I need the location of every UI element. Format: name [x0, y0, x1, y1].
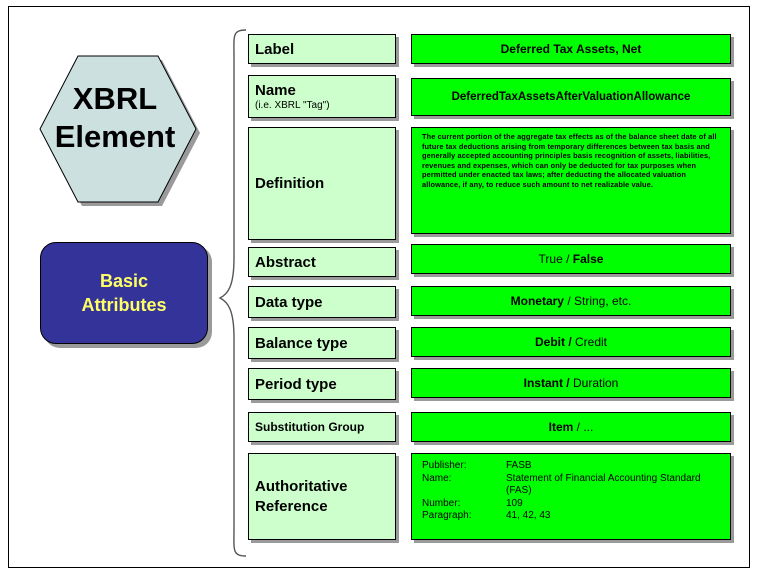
- row-label-text: Label: [255, 40, 295, 58]
- row-name-sublabel: (i.e. XBRL "Tag"): [255, 100, 330, 111]
- row-abstract-value-a: True /: [538, 252, 573, 266]
- row-abstract-value: [411, 244, 731, 274]
- basic-attributes-line2: Attributes: [81, 295, 167, 315]
- row-label-value-text: Deferred Tax Assets, Net: [500, 42, 642, 56]
- row-balance-type-text: Balance type: [255, 334, 348, 352]
- row-authoritative-reference-value: [411, 453, 731, 540]
- row-name-value-text: DeferredTaxAssetsAfterValuationAllowance: [451, 91, 691, 103]
- row-data-type-value-a: Monetary: [510, 294, 564, 308]
- row-balance-type-value-a: Debit /: [534, 335, 575, 349]
- basic-attributes-line1: Basic: [99, 271, 149, 291]
- xbrl-element-line2: Element: [54, 119, 176, 154]
- reference-key: Paragraph:: [422, 510, 472, 521]
- row-definition-value: [411, 127, 731, 234]
- row-abstract-label: [248, 247, 396, 277]
- row-definition-value-text: The current portion of the aggregate tax effects as of the balance sheet date of all future tax deductions arising from temporary differences between tax basis and generally accepted accounting principles basis recognition of assets, liabilities, revenues and expenses, which can only be deducted for tax purposes when permitted under enacted tax laws; after deducting the allocated valuation allowance, if any, to reduce such amount to net realizable value.: [422, 132, 717, 189]
- row-period-type-value-b: Duration: [572, 376, 619, 390]
- reference-row: [422, 473, 720, 498]
- row-substitution-group-value-b: / ...: [573, 420, 594, 434]
- row-abstract-value-b: False: [572, 252, 604, 266]
- reference-row: [422, 498, 720, 511]
- row-balance-type-label: [248, 327, 396, 359]
- row-label-value: [411, 34, 731, 64]
- row-period-type-value: [411, 368, 731, 398]
- row-name-text: Name: [255, 82, 296, 99]
- row-substitution-group-text: Substitution Group: [255, 420, 365, 434]
- row-data-type-value: [411, 286, 731, 316]
- row-substitution-group-value-a: Item: [548, 420, 574, 434]
- row-name-label: [248, 75, 396, 118]
- row-label-label: [248, 34, 396, 64]
- xbrl-element-label: [40, 80, 190, 156]
- row-period-type-value-a: Instant /: [523, 376, 573, 390]
- row-data-type-label: [248, 286, 396, 318]
- xbrl-element-line1: XBRL: [72, 81, 158, 116]
- curly-brace: [216, 28, 250, 558]
- row-substitution-group-value: [411, 412, 731, 442]
- row-abstract-text: Abstract: [255, 253, 316, 271]
- reference-row: [422, 460, 720, 473]
- row-balance-type-value: [411, 327, 731, 357]
- row-definition-text: Definition: [255, 175, 325, 192]
- row-authoritative-reference-text: Authoritative Reference: [255, 477, 348, 515]
- row-data-type-text: Data type: [255, 293, 323, 311]
- row-period-type-label: [248, 368, 396, 400]
- basic-attributes-badge: [40, 242, 208, 344]
- reference-key: Name:: [422, 472, 452, 484]
- row-data-type-value-b: / String, etc.: [563, 294, 632, 308]
- reference-value: 41, 42, 43: [506, 510, 551, 521]
- reference-table: [422, 460, 720, 523]
- reference-value: Statement of Financial Accounting Standard (FAS): [506, 472, 701, 496]
- reference-key: Number:: [422, 497, 461, 509]
- row-name-value: [411, 78, 731, 116]
- reference-value: 109: [506, 497, 523, 509]
- row-substitution-group-label: [248, 412, 396, 442]
- row-period-type-text: Period type: [255, 375, 337, 393]
- row-definition-label: [248, 127, 396, 240]
- reference-row: [422, 510, 720, 523]
- row-balance-type-value-b: Credit: [575, 335, 608, 349]
- row-authoritative-reference-label: [248, 453, 396, 540]
- reference-value: FASB: [506, 460, 532, 471]
- reference-key: Publisher:: [422, 460, 467, 471]
